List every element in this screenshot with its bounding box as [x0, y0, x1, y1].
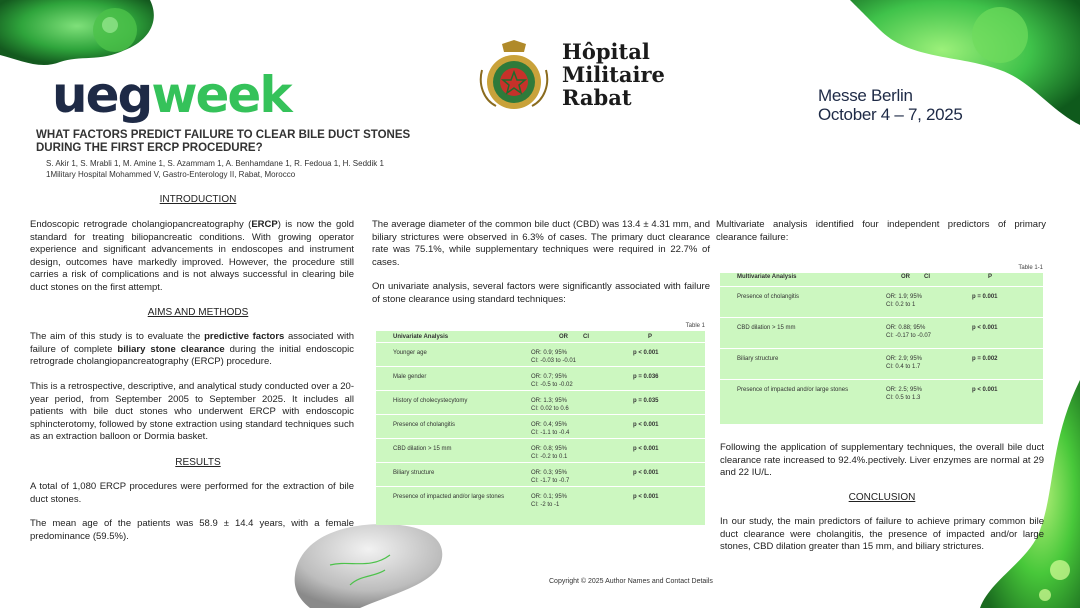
intro-text-start: Endoscopic retrograde cholangiopancreatography ( [30, 219, 252, 230]
poster-title [36, 129, 456, 155]
table1-caption: Table 1 [685, 323, 705, 329]
table1-header-p: P [648, 334, 653, 340]
hospital-emblem-icon [474, 40, 554, 112]
factor-cell: Male gender [393, 374, 427, 380]
table-row [376, 414, 705, 438]
aims-text-end: during the initial endoscopic retrograde cholangiopancreatography (ERCP) procedure. [30, 343, 354, 367]
results-text-1: A total of 1,080 ERCP procedures were performed for the extraction of bile duct stones. [30, 481, 354, 505]
aims-text-bold2: biliary stone clearance [117, 343, 225, 355]
factor-cell: Biliary structure [393, 470, 435, 476]
aims-text-start: The aim of this study is to evaluate the [30, 331, 205, 342]
hospital-name [562, 40, 665, 109]
factor-cell: Biliary structure [737, 356, 779, 362]
table-row [720, 317, 1043, 348]
ci-cell: CI: 0.5 to 1.3 [886, 395, 921, 401]
week-logo-text: week [151, 66, 291, 124]
factor-cell: CBD dilation > 15 mm [737, 325, 796, 331]
copyright-footer: Copyright © 2025 Author Names and Contact Details [549, 578, 713, 585]
or-cell: OR: 2.5; 95% [886, 387, 923, 393]
results-heading: RESULTS [175, 457, 221, 468]
ci-cell: CI: -0.2 to 0.1 [531, 454, 568, 460]
ci-cell: CI: 0.4 to 1.7 [886, 364, 921, 370]
table-row [720, 348, 1043, 379]
intro-text-bold: ERCP [251, 219, 278, 230]
intro-text-end: ) is now the gold standard for treating biliopancreatic conditions. With growing operator experience and significant advancements in endoscopes and instrument design, outcomes have markedly improved. However, the procedure still carries a risk of complications and is not always successful in clearing bile duct stones on the first attempt. [30, 219, 355, 293]
table2-header-ci: CI [924, 274, 930, 280]
table-row [720, 379, 1043, 410]
poster-title-line1: WHAT FACTORS PREDICT FAILURE TO CLEAR BILE DUCT STONES [36, 129, 411, 141]
ci-cell: CI: -0.17 to -0.07 [886, 333, 932, 339]
aims-methods-heading: AIMS AND METHODS [147, 307, 249, 318]
methods-text: This is a retrospective, descriptive, and analytical study conducted over a 20-year period, from September 2005 to September 2025. It includes all patients with bile duct stones who underwent ERCP with endoscopic sphincterotomy, followed by stone extraction using standard techniques such as an extraction balloon or Dormia basket. [30, 381, 354, 442]
table-row [376, 342, 705, 366]
factor-cell: Younger age [393, 350, 427, 356]
or-cell: OR: 1.9; 95% [886, 294, 923, 300]
ci-cell: CI: -2 to -1 [531, 502, 560, 508]
ci-cell: CI: 0.02 to 0.6 [531, 406, 569, 412]
p-value-cell: p < 0.001 [633, 470, 659, 476]
table2-header-factor: Multivariate Analysis [737, 274, 797, 280]
poster-title-line2: DURING THE FIRST ERCP PROCEDURE? [36, 142, 263, 154]
hospital-name-line1: Hôpital [562, 39, 650, 64]
supplementary-results-text: Following the application of supplementary techniques, the overall bile duct clearance rate increased to 92.4%.pectively. Liver enzymes are normal at 29 and 22 IU/L. [720, 442, 1044, 478]
p-value-cell: p = 0.002 [972, 356, 998, 362]
multivariate-table [720, 265, 1043, 424]
p-value-cell: p = 0.001 [972, 294, 998, 300]
event-venue-dates [818, 86, 963, 124]
factor-cell: Presence of cholangitis [393, 422, 456, 428]
factor-cell: Presence of cholangitis [737, 294, 800, 300]
multivariate-intro-text: Multivariate analysis identified four independent predictors of primary clearance failure: [716, 219, 1046, 243]
ci-cell: CI: -0.5 to -0.02 [531, 382, 573, 388]
or-cell: OR: 0.9; 95% [531, 350, 568, 356]
p-value-cell: p = 0.036 [633, 374, 659, 380]
p-value-cell: p = 0.035 [633, 398, 659, 404]
table1-header-or: OR [559, 334, 568, 340]
ci-cell: CI: -0.03 to -0.01 [531, 358, 577, 364]
p-value-cell: p < 0.001 [633, 350, 659, 356]
authors-block [46, 158, 384, 180]
ci-cell: CI: 0.2 to 1 [886, 302, 916, 308]
or-cell: OR: 1.3; 95% [531, 398, 568, 404]
table-row [376, 438, 705, 462]
or-cell: OR: 0.7; 95% [531, 374, 568, 380]
factor-cell: Presence of impacted and/or large stones [393, 494, 505, 500]
event-venue: Messe Berlin [818, 86, 913, 105]
aims-text [30, 331, 354, 369]
or-cell: OR: 0.88; 95% [886, 325, 926, 331]
hospital-name-line2: Militaire [562, 62, 665, 87]
or-cell: OR: 0.3; 95% [531, 470, 568, 476]
introduction-text [30, 219, 354, 294]
aims-text-mid: associated with failure of complete [30, 331, 354, 355]
results-text-4: On univariate analysis, several factors were significantly associated with failure of stone clearance using standard techniques: [372, 281, 710, 305]
or-cell: OR: 0.1; 95% [531, 494, 568, 500]
univariate-table [376, 323, 705, 525]
author-list: S. Akir 1, S. Mrabli 1, M. Amine 1, S. Azammam 1, A. Benhamdane 1, R. Fedoua 1, H. Seddik 1 [46, 159, 384, 168]
ci-cell: CI: -1.7 to -0.7 [531, 478, 570, 484]
results-text-3: The average diameter of the common bile duct (CBD) was 13.4 ± 4.31 mm, and biliary strictures were observed in 6.3% of cases. The primary duct clearance rate was 75.1%, while supplementary techniques were required in 22.7% of cases. [372, 219, 710, 268]
table2-caption: Table 1-1 [1018, 265, 1043, 271]
table-row [376, 462, 705, 486]
p-value-cell: p < 0.001 [972, 387, 998, 393]
table-row [376, 486, 705, 510]
table-row [376, 366, 705, 390]
results-text-2: The mean age of the patients was 58.9 ± 14.4 years, with a female predominance (59.5%). [30, 518, 354, 542]
p-value-cell: p < 0.001 [972, 325, 998, 331]
table2-header-p: P [988, 274, 993, 280]
aims-text-bold1: predictive factors [204, 331, 285, 342]
conclusion-text: In our study, the main predictors of failure to achieve primary common bile duct clearance were cholangitis, the presence of impacted and/or large stones, CBD dilation greater than 15 mm, and biliary strictures. [720, 516, 1044, 552]
table2-header-or: OR [901, 274, 910, 280]
p-value-cell: p < 0.001 [633, 422, 659, 428]
table-row [376, 390, 705, 414]
event-dates: October 4 – 7, 2025 [818, 105, 963, 124]
or-cell: OR: 0.8; 95% [531, 446, 568, 452]
p-value-cell: p < 0.001 [633, 446, 659, 452]
ueg-logo-text: ueg [52, 66, 152, 124]
or-cell: OR: 0.4; 95% [531, 422, 568, 428]
introduction-heading: INTRODUCTION [159, 194, 237, 205]
conclusion-heading: CONCLUSION [848, 492, 916, 503]
table1-header-ci: CI [583, 334, 589, 340]
table-row [720, 286, 1043, 317]
ueg-week-logo [52, 66, 291, 124]
factor-cell: Presence of impacted and/or large stones [737, 387, 849, 393]
or-cell: OR: 2.9; 95% [886, 356, 923, 362]
table1-header-factor: Univariate Analysis [393, 334, 449, 340]
ci-cell: CI: -1.1 to -0.4 [531, 430, 570, 436]
factor-cell: CBD dilation > 15 mm [393, 446, 452, 452]
affiliation: 1Military Hospital Mohammed V, Gastro-Enterology II, Rabat, Morocco [46, 170, 296, 179]
factor-cell: History of cholecystecytomy [393, 398, 468, 404]
hospital-name-line3: Rabat [562, 85, 632, 110]
p-value-cell: p < 0.001 [633, 494, 659, 500]
